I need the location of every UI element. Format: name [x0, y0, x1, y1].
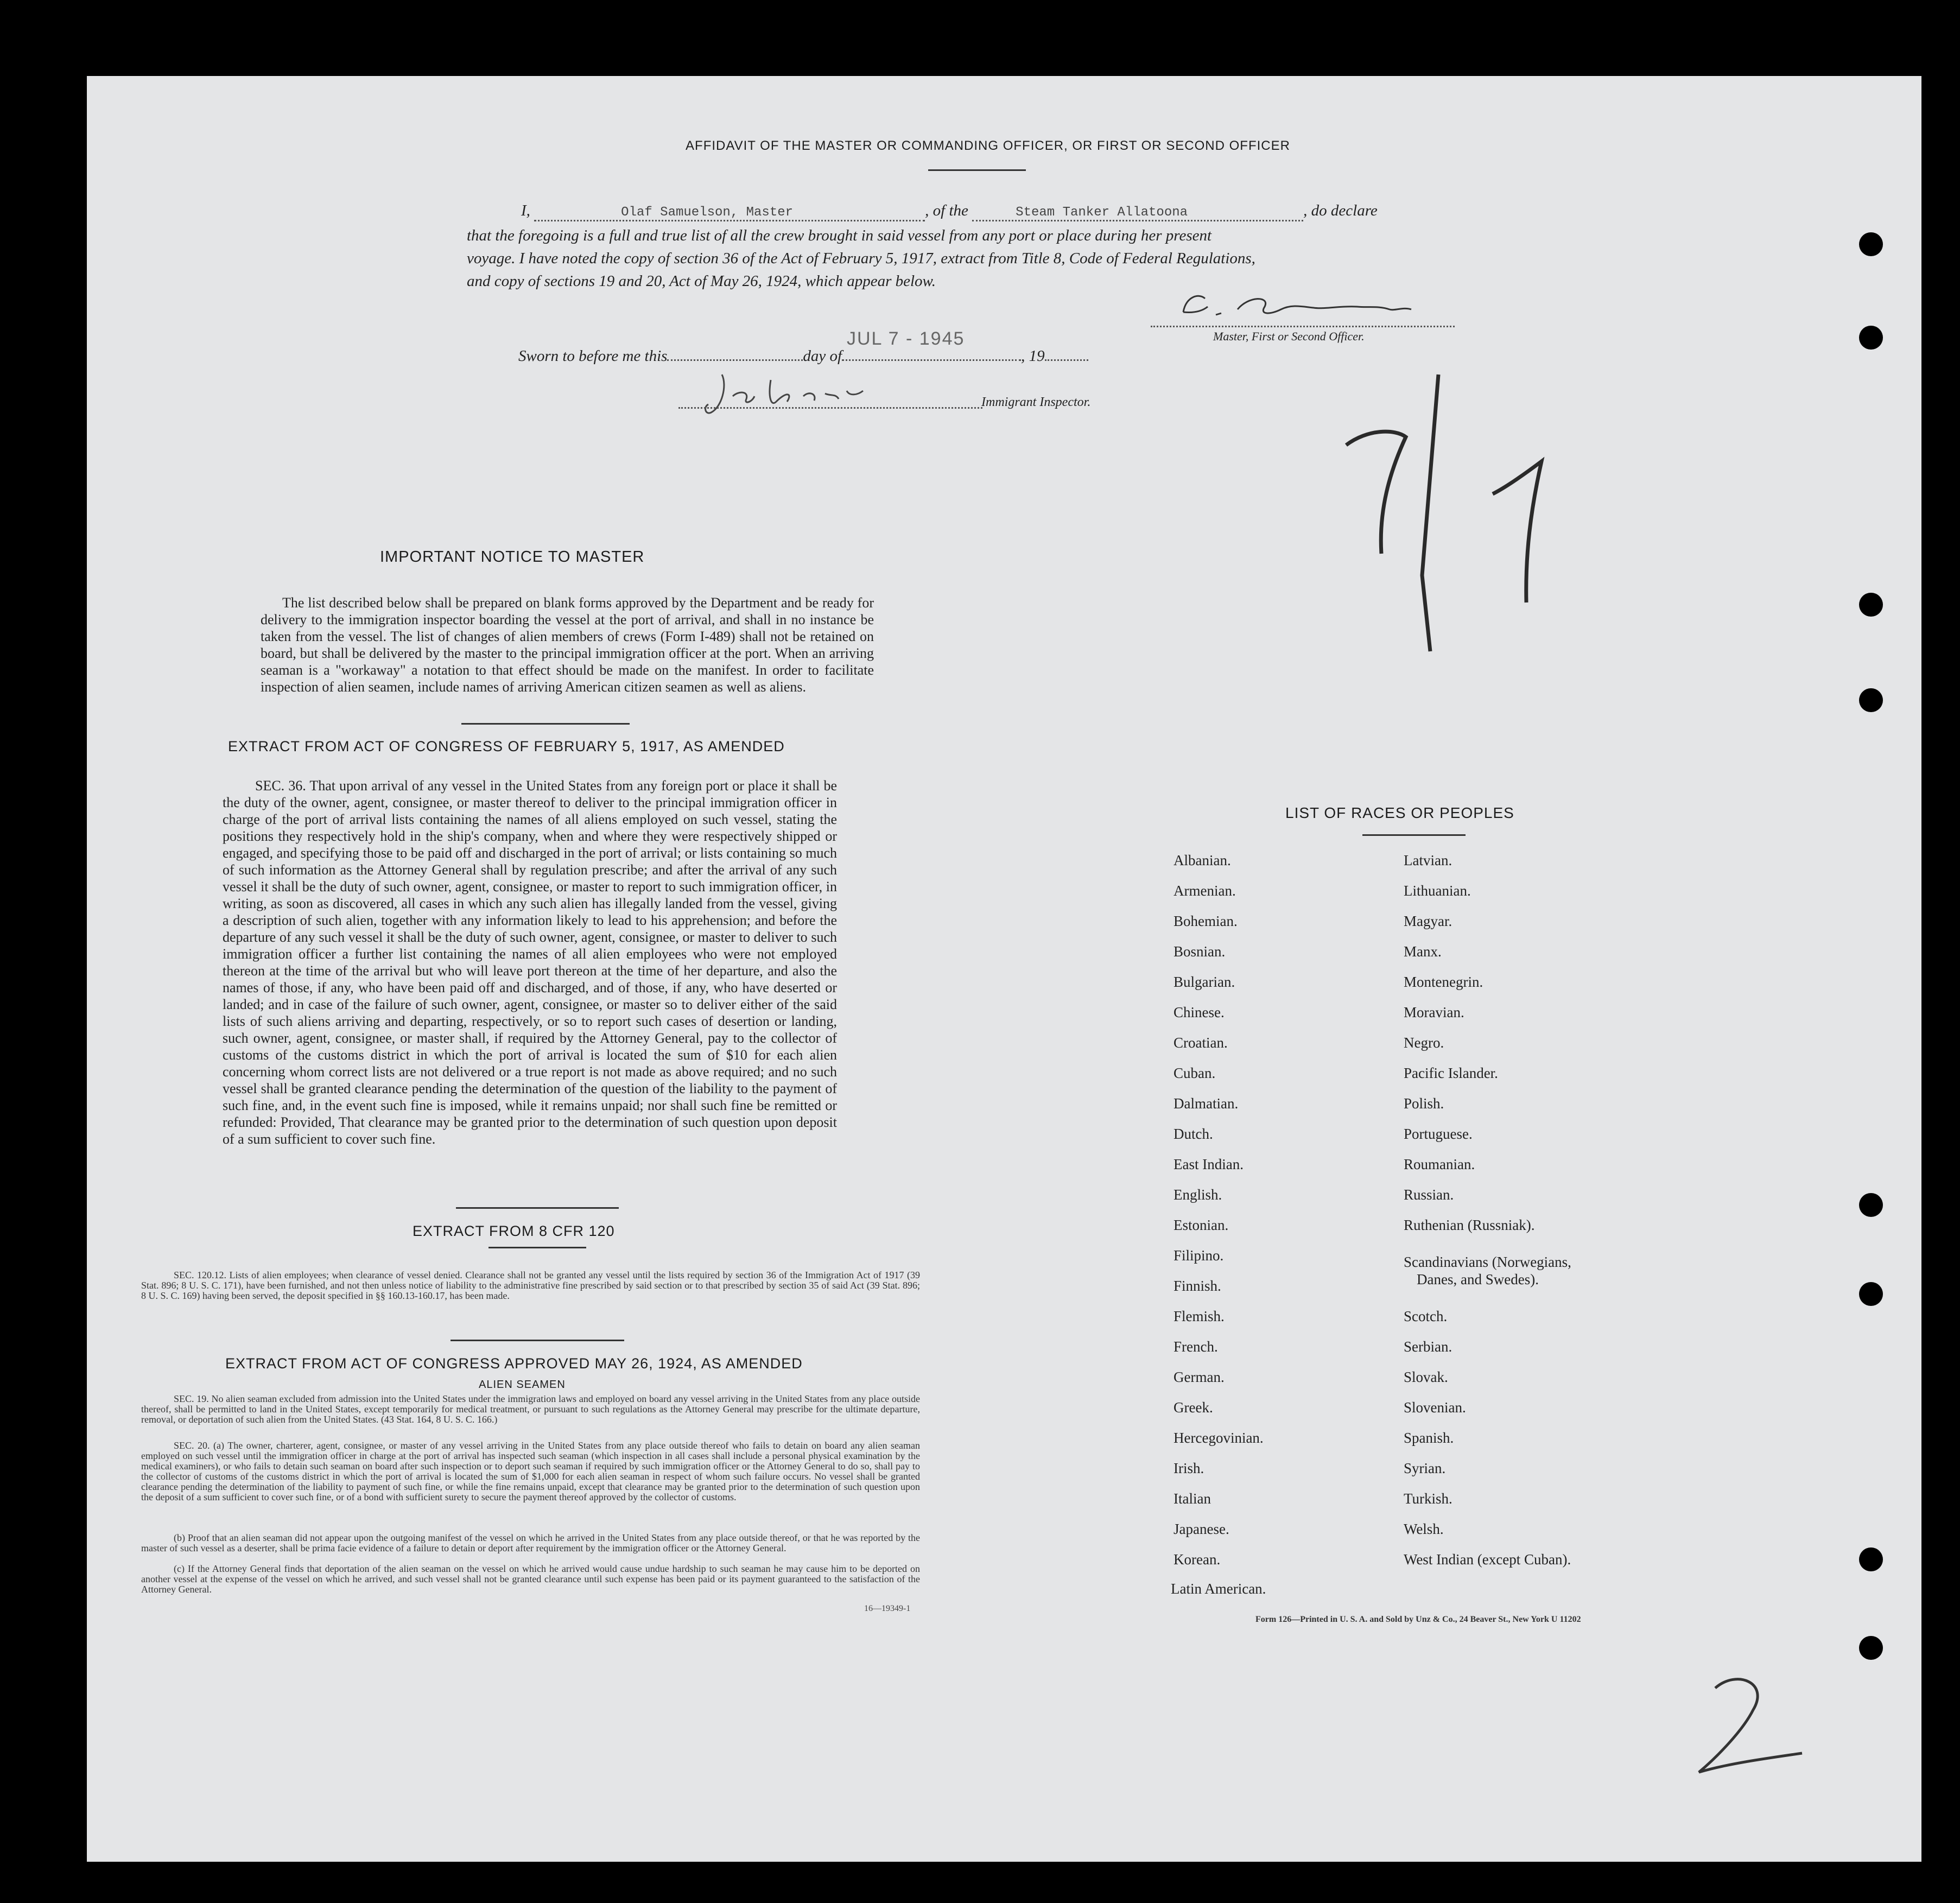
i-label: I, — [521, 202, 530, 219]
handwritten-page-number — [1693, 1672, 1813, 1780]
form-code: 16—19349-1 — [864, 1604, 911, 1613]
extract-1924-sec20b: (b) Proof that an alien seaman did not appear upon the outgoing manifest of the vessel on which he arrived in the United States from any place outside thereof, or that he was reported by the master of such vessel as a deserter, shall be prima facie evidence of a failure to detain or deport after requirement by the immigration officer or the Attorney General. — [141, 1532, 920, 1553]
master-name-field — [534, 202, 925, 221]
sworn-day-field — [667, 359, 803, 361]
punch-hole — [1859, 326, 1883, 350]
punch-hole — [1859, 1282, 1883, 1306]
race-left: Japanese. — [1174, 1521, 1229, 1537]
punch-hole — [1859, 593, 1883, 617]
races-title: LIST OF RACES OR PEOPLES — [1285, 804, 1514, 821]
race-left: Latin American. — [1171, 1581, 1266, 1597]
of-the-label: , of the — [925, 202, 968, 219]
signer-label: Master, First or Second Officer. — [1213, 329, 1365, 343]
race-left: Filipino. — [1174, 1247, 1224, 1264]
race-right: Manx. — [1404, 943, 1442, 960]
race-left: Estonian. — [1174, 1217, 1229, 1233]
extract-1917-rule — [456, 1207, 619, 1209]
races-rule — [1362, 834, 1466, 836]
race-left: East Indian. — [1174, 1156, 1244, 1172]
race-left: Flemish. — [1174, 1308, 1225, 1324]
notice-text: The list described below shall be prepared on blank forms approved by the Department and be ready for delivery to the immigration inspector boarding the vessel at the port of arrival, and shall in no instance be taken from the vessel. The list of changes of alien members of crews (Form I-489) shall not be retained on board, but shall be delivered by the master to the principal immigration officer at the port. When an arriving seaman is a "workaway" a notation to that effect should be made on the manifest. In order to facilitate inspection of alien seamen, include names of arriving American citizen seamen as well as aliens. — [261, 595, 874, 695]
affidavit-title: AFFIDAVIT OF THE MASTER OR COMMANDING OFFICER, OR FIRST OR SECOND OFFICER — [686, 138, 1290, 153]
extract-cfr-rule — [489, 1247, 586, 1248]
sworn-label: Sworn to before me this — [518, 347, 668, 365]
affidavit-body-2: voyage. I have noted the copy of section 36 of the Act of February 5, 1917, extract from Title 8, Code of Federal Regulations, — [467, 250, 1255, 267]
race-left: Dalmatian. — [1174, 1095, 1239, 1112]
extract-1924-rule — [451, 1340, 624, 1341]
race-left: German. — [1174, 1369, 1225, 1385]
race-right: Polish. — [1404, 1095, 1444, 1112]
race-left: Bosnian. — [1174, 943, 1226, 960]
race-right: Turkish. — [1404, 1490, 1452, 1507]
race-left: Croatian. — [1174, 1035, 1228, 1051]
extract-1924-subtitle: ALIEN SEAMEN — [479, 1379, 566, 1391]
race-left: Dutch. — [1174, 1126, 1213, 1142]
day-of-label: day of — [803, 347, 842, 365]
race-left: Cuban. — [1174, 1065, 1216, 1081]
race-right: Spanish. — [1404, 1430, 1454, 1446]
race-left: Finnish. — [1174, 1278, 1221, 1294]
form-footer: Form 126—Printed in U. S. A. and Sold by Unz & Co., 24 Beaver St., New York U 11202 — [1255, 1615, 1581, 1624]
race-right: Russian. — [1404, 1187, 1454, 1203]
extract-cfr-text: SEC. 120.12. Lists of alien employees; when clearance of vessel denied. Clearance shall not be granted any vessel until the lists required by section 36 of the Immigration Act of 1917 (39 Stat. 896; 8 U. S. C. 171), have been furnished, and not then unless notice of liability to the administrative fine prescribed by said section or to that prescribed by section 35 of said Act (39 Stat. 896; 8 U. S. C. 169) having been served, the deposit specified in §§ 160.13-160.17, has been made. — [141, 1270, 920, 1301]
race-left: Korean. — [1174, 1551, 1221, 1568]
notice-title: IMPORTANT NOTICE TO MASTER — [380, 548, 645, 566]
race-right: Welsh. — [1404, 1521, 1444, 1537]
extract-1924-sec19: SEC. 19. No alien seaman excluded from admission into the United States under the immigration laws and employed on board any vessel arriving in the United States from any place outside thereof, shall be permitted to land in the United States, except temporarily for medical treatment, or pursuant to such regulations as the Attorney General may prescribe for the ultimate departure, removal, or deportation of such alien from the United States. (43 Stat. 164, 8 U. S. C. 166.) — [141, 1393, 920, 1425]
extract-1917-title: EXTRACT FROM ACT OF CONGRESS OF FEBRUARY 5, 1917, AS AMENDED — [228, 738, 785, 754]
race-right: Pacific Islander. — [1404, 1065, 1498, 1081]
notice-rule — [461, 723, 630, 725]
race-left: Hercegovinian. — [1174, 1430, 1264, 1446]
race-left: French. — [1174, 1339, 1218, 1355]
extract-1924-title: EXTRACT FROM ACT OF CONGRESS APPROVED MAY 26, 1924, AS AMENDED — [225, 1355, 803, 1372]
sworn-year-field — [1045, 359, 1088, 361]
master-signature — [1162, 285, 1466, 328]
race-left: Armenian. — [1174, 883, 1236, 899]
affidavit-body-3: and copy of sections 19 and 20, Act of May 26, 1924, which appear below. — [467, 272, 936, 290]
title-rule — [928, 169, 1026, 171]
race-left: Irish. — [1174, 1460, 1204, 1476]
vessel-name-field — [972, 202, 1303, 221]
punch-hole — [1859, 1636, 1883, 1660]
race-right: Scandinavians (Norwegians, — [1404, 1254, 1571, 1270]
race-left: Chinese. — [1174, 1004, 1225, 1020]
race-right: Latvian. — [1404, 852, 1452, 868]
handwritten-fraction — [1335, 369, 1552, 662]
race-right: Danes, and Swedes). — [1417, 1271, 1539, 1287]
race-left: Bohemian. — [1174, 913, 1238, 929]
race-right: West Indian (except Cuban). — [1404, 1551, 1571, 1568]
extract-1917-text: SEC. 36. That upon arrival of any vessel in the United States from any foreign port or place it shall be the duty of the owner, agent, consignee, or master thereof to deliver to the principal immigration officer in charge of the port of arrival lists containing the names of all aliens employed on such vessel, stating the positions they respectively hold in the ship's company, when and where they were respectively shipped or engaged, and specifying those to be paid off and discharged in the port of arrival; or lists containing so much of such information as the Attorney General shall by regulation prescribe; and after the arrival of any such vessel it shall be the duty of such owner, agent, consignee, or master to report to such immigration officer, in writing, as soon as discovered, all cases in which any such alien has illegally landed from the vessel, giving a description of such alien, together with any information likely to lead to his apprehension; and before the departure of any such vessel it shall be the duty of such owner, agent, consignee, or master to deliver to such immigration officer a further list containing the names of all alien employees who were not employed thereon at the time of the arrival but who will leave port thereon at the time of her departure, and also the names of those, if any, who have been paid off and discharged, and of those, if any, who have deserted or landed; and in case of the failure of such owner, agent, consignee, or master so to deliver either of the said lists of such aliens arriving and departing, respectively, or so to report such cases of desertion or landing, such owner, agent, consignee, or master shall, if required by the Attorney General, pay to the collector of customs of the customs district in which the port of arrival is located the sum of $10 for each alien concerning whom correct lists are not delivered or a true report is not made as above required; and no such vessel shall be granted clearance pending the determination of the question of the liability to the payment of such fine, and, in the event such fine is imposed, while it remains unpaid; nor shall such fine be remitted or refunded: Provided, That clearance may be granted prior to the determination of such question upon deposit of a sum sufficient to cover such fine. — [223, 778, 837, 1147]
vessel-name: Steam Tanker Allatoona — [1016, 205, 1188, 220]
master-name: Olaf Samuelson, Master — [621, 205, 794, 220]
race-left: Albanian. — [1174, 852, 1231, 868]
extract-cfr-title: EXTRACT FROM 8 CFR 120 — [413, 1223, 615, 1239]
race-left: Bulgarian. — [1174, 974, 1235, 990]
punch-hole — [1859, 688, 1883, 712]
year-label: , 19 — [1021, 347, 1045, 365]
race-right: Scotch. — [1404, 1308, 1448, 1324]
race-left: Greek. — [1174, 1399, 1213, 1416]
inspector-signature-line — [678, 407, 982, 409]
race-right: Syrian. — [1404, 1460, 1446, 1476]
extract-1924-sec20a: SEC. 20. (a) The owner, charterer, agent, consignee, or master of any vessel arriving in the United States from any place outside thereof who fails to detain on board any alien seaman employed on such vessel until the immigration officer in charge at the port of arrival has inspected such seaman (which inspection in all cases shall include a personal physical examination by the medical examiners), or who fails to detain such seaman on board after such inspection or to deport such seaman if required by such immigration officer or the Attorney General to do so, shall pay to the collector of customs of the customs district in which the port of arrival is located the sum of $1,000 for each alien seaman in respect of whom such failure occurs. No vessel shall be granted clearance pending the determination of the liability to payment of such fine, or while the fine remains unpaid, except that clearance may be granted prior to the determination of such question upon the deposit of a sum sufficient to cover such fine, or of a bond with sufficient surety to secure the payment thereof approved by the collector of customs. — [141, 1440, 920, 1502]
affidavit-declaration-line — [521, 202, 1378, 221]
punch-hole — [1859, 232, 1883, 256]
race-right: Portuguese. — [1404, 1126, 1473, 1142]
declare-label: , do declare — [1303, 202, 1378, 219]
date-stamp: JUL 7 - 1945 — [847, 328, 965, 349]
race-right: Ruthenian (Russniak). — [1404, 1217, 1535, 1233]
race-right: Magyar. — [1404, 913, 1452, 929]
race-right: Negro. — [1404, 1035, 1444, 1051]
punch-hole — [1859, 1193, 1883, 1217]
race-right: Serbian. — [1404, 1339, 1452, 1355]
inspector-label: Immigrant Inspector. — [981, 395, 1091, 409]
sworn-line — [518, 347, 1088, 365]
affidavit-body-1: that the foregoing is a full and true list of all the crew brought in said vessel from any port or place during her present — [467, 227, 1212, 244]
race-right: Slovenian. — [1404, 1399, 1466, 1416]
punch-hole — [1859, 1547, 1883, 1571]
master-signature-line — [1151, 326, 1455, 327]
race-right: Roumanian. — [1404, 1156, 1475, 1172]
race-right: Slovak. — [1404, 1369, 1448, 1385]
sworn-month-field — [842, 359, 1021, 361]
extract-1924-sec20c: (c) If the Attorney General finds that deportation of the alien seaman on the vessel on which he arrived would cause undue hardship to such seaman he may cause him to be deported on another vessel at the expense of the vessel on which he arrived, and such vessel shall not be granted clearance until such expense has been paid or its payment guaranteed to the satisfaction of the Attorney General. — [141, 1563, 920, 1595]
race-left: Italian — [1174, 1490, 1211, 1507]
inspector-signature — [700, 364, 896, 423]
race-right: Lithuanian. — [1404, 883, 1471, 899]
race-right: Moravian. — [1404, 1004, 1464, 1020]
race-right: Montenegrin. — [1404, 974, 1483, 990]
race-left: English. — [1174, 1187, 1222, 1203]
